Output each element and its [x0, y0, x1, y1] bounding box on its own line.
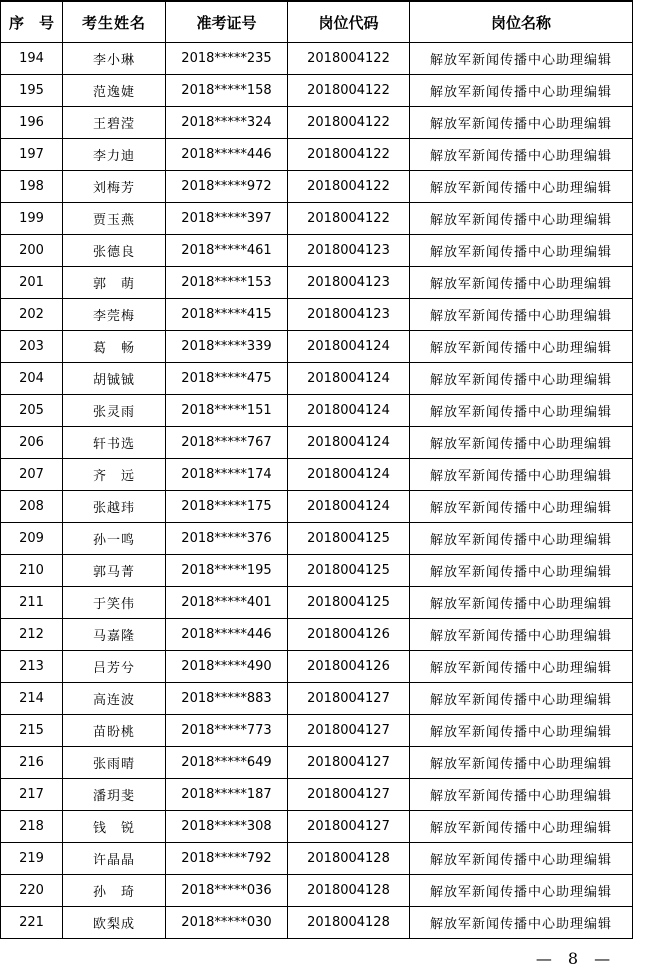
cell-ticket: 2018*****972: [166, 171, 288, 203]
cell-ticket: 2018*****187: [166, 779, 288, 811]
table-row: [1, 683, 633, 715]
table-header: [1, 1, 633, 43]
cell-ticket: 2018*****883: [166, 683, 288, 715]
cell-name: 贾玉燕: [63, 203, 166, 235]
table-row: [1, 555, 633, 587]
cell-code: 2018004126: [288, 651, 410, 683]
page-number: — 8 —: [535, 949, 611, 968]
cell-name: 轩书选: [63, 427, 166, 459]
cell-seq: 220: [1, 875, 63, 907]
cell-seq: 203: [1, 331, 63, 363]
cell-name: 郭马菁: [63, 555, 166, 587]
cell-ticket: 2018*****767: [166, 427, 288, 459]
cell-seq: 207: [1, 459, 63, 491]
cell-code: 2018004123: [288, 267, 410, 299]
cell-seq: 214: [1, 683, 63, 715]
cell-seq: 216: [1, 747, 63, 779]
cell-seq: 196: [1, 107, 63, 139]
cell-name: 李力迪: [63, 139, 166, 171]
cell-name: 孙一鸣: [63, 523, 166, 555]
table-row: [1, 747, 633, 779]
cell-name: 胡铖铖: [63, 363, 166, 395]
cell-name: 苗盼桃: [63, 715, 166, 747]
cell-code: 2018004126: [288, 619, 410, 651]
cell-name: 张越玮: [63, 491, 166, 523]
cell-post: 解放军新闻传播中心助理编辑: [410, 683, 633, 715]
cell-seq: 219: [1, 843, 63, 875]
table-row: [1, 299, 633, 331]
cell-seq: 205: [1, 395, 63, 427]
cell-post: 解放军新闻传播中心助理编辑: [410, 779, 633, 811]
cell-seq: 204: [1, 363, 63, 395]
cell-seq: 200: [1, 235, 63, 267]
cell-name: 于笑伟: [63, 587, 166, 619]
cell-name: 刘梅芳: [63, 171, 166, 203]
cell-ticket: 2018*****151: [166, 395, 288, 427]
table-row: [1, 715, 633, 747]
cell-post: 解放军新闻传播中心助理编辑: [410, 395, 633, 427]
cell-code: 2018004124: [288, 427, 410, 459]
cell-code: 2018004127: [288, 683, 410, 715]
table-row: [1, 203, 633, 235]
cell-code: 2018004128: [288, 843, 410, 875]
cell-seq: 217: [1, 779, 63, 811]
cell-name: 王碧滢: [63, 107, 166, 139]
cell-post: 解放军新闻传播中心助理编辑: [410, 331, 633, 363]
cell-ticket: 2018*****036: [166, 875, 288, 907]
cell-seq: 199: [1, 203, 63, 235]
table-row: [1, 107, 633, 139]
cell-post: 解放军新闻传播中心助理编辑: [410, 907, 633, 939]
table-row: [1, 587, 633, 619]
cell-ticket: 2018*****158: [166, 75, 288, 107]
cell-post: 解放军新闻传播中心助理编辑: [410, 523, 633, 555]
cell-post: 解放军新闻传播中心助理编辑: [410, 299, 633, 331]
cell-code: 2018004127: [288, 747, 410, 779]
cell-code: 2018004123: [288, 235, 410, 267]
cell-name: 张雨晴: [63, 747, 166, 779]
cell-post: 解放军新闻传播中心助理编辑: [410, 459, 633, 491]
cell-post: 解放军新闻传播中心助理编辑: [410, 587, 633, 619]
cell-ticket: 2018*****461: [166, 235, 288, 267]
cell-ticket: 2018*****773: [166, 715, 288, 747]
cell-name: 李小琳: [63, 43, 166, 75]
header-code: 岗位代码: [288, 1, 410, 43]
header-name: 考生姓名: [63, 1, 166, 43]
cell-code: 2018004127: [288, 779, 410, 811]
cell-name: 李莞梅: [63, 299, 166, 331]
cell-post: 解放军新闻传播中心助理编辑: [410, 235, 633, 267]
cell-code: 2018004122: [288, 171, 410, 203]
cell-code: 2018004122: [288, 139, 410, 171]
cell-ticket: 2018*****308: [166, 811, 288, 843]
cell-code: 2018004127: [288, 811, 410, 843]
cell-seq: 195: [1, 75, 63, 107]
cell-ticket: 2018*****195: [166, 555, 288, 587]
cell-post: 解放军新闻传播中心助理编辑: [410, 843, 633, 875]
header-post: 岗位名称: [410, 1, 633, 43]
cell-name: 张德良: [63, 235, 166, 267]
cell-code: 2018004128: [288, 875, 410, 907]
cell-post: 解放军新闻传播中心助理编辑: [410, 875, 633, 907]
table-row: [1, 267, 633, 299]
cell-post: 解放军新闻传播中心助理编辑: [410, 363, 633, 395]
table-row: [1, 139, 633, 171]
cell-ticket: 2018*****030: [166, 907, 288, 939]
table-row: [1, 427, 633, 459]
cell-name: 齐 远: [63, 459, 166, 491]
cell-seq: 212: [1, 619, 63, 651]
cell-ticket: 2018*****401: [166, 587, 288, 619]
table-row: [1, 331, 633, 363]
cell-post: 解放军新闻传播中心助理编辑: [410, 75, 633, 107]
table-row: [1, 651, 633, 683]
cell-code: 2018004124: [288, 395, 410, 427]
table-row: [1, 523, 633, 555]
cell-ticket: 2018*****446: [166, 139, 288, 171]
cell-ticket: 2018*****475: [166, 363, 288, 395]
cell-post: 解放军新闻传播中心助理编辑: [410, 139, 633, 171]
cell-seq: 215: [1, 715, 63, 747]
cell-post: 解放军新闻传播中心助理编辑: [410, 715, 633, 747]
cell-name: 许晶晶: [63, 843, 166, 875]
cell-ticket: 2018*****339: [166, 331, 288, 363]
cell-post: 解放军新闻传播中心助理编辑: [410, 619, 633, 651]
table-row: [1, 235, 633, 267]
header-ticket: 准考证号: [166, 1, 288, 43]
cell-code: 2018004125: [288, 523, 410, 555]
cell-name: 吕芳兮: [63, 651, 166, 683]
table-row: [1, 171, 633, 203]
cell-post: 解放军新闻传播中心助理编辑: [410, 107, 633, 139]
cell-name: 范逸婕: [63, 75, 166, 107]
cell-post: 解放军新闻传播中心助理编辑: [410, 203, 633, 235]
table-row: [1, 907, 633, 939]
table-row: [1, 491, 633, 523]
table-row: [1, 43, 633, 75]
cell-seq: 210: [1, 555, 63, 587]
cell-code: 2018004125: [288, 587, 410, 619]
table-row: [1, 843, 633, 875]
table-row: [1, 363, 633, 395]
cell-name: 张灵雨: [63, 395, 166, 427]
cell-post: 解放军新闻传播中心助理编辑: [410, 43, 633, 75]
cell-name: 孙 琦: [63, 875, 166, 907]
cell-code: 2018004123: [288, 299, 410, 331]
table-row: [1, 395, 633, 427]
cell-name: 马嘉隆: [63, 619, 166, 651]
cell-code: 2018004124: [288, 363, 410, 395]
cell-seq: 211: [1, 587, 63, 619]
cell-ticket: 2018*****235: [166, 43, 288, 75]
table-row: [1, 875, 633, 907]
cell-seq: 218: [1, 811, 63, 843]
cell-name: 郭 萌: [63, 267, 166, 299]
cell-seq: 209: [1, 523, 63, 555]
cell-ticket: 2018*****376: [166, 523, 288, 555]
cell-code: 2018004122: [288, 75, 410, 107]
cell-ticket: 2018*****174: [166, 459, 288, 491]
table-row: [1, 75, 633, 107]
table-row: [1, 459, 633, 491]
cell-seq: 198: [1, 171, 63, 203]
cell-code: 2018004122: [288, 107, 410, 139]
cell-post: 解放军新闻传播中心助理编辑: [410, 491, 633, 523]
cell-ticket: 2018*****153: [166, 267, 288, 299]
cell-seq: 197: [1, 139, 63, 171]
cell-post: 解放军新闻传播中心助理编辑: [410, 171, 633, 203]
cell-name: 潘玥斐: [63, 779, 166, 811]
table-row: [1, 619, 633, 651]
cell-ticket: 2018*****415: [166, 299, 288, 331]
cell-seq: 201: [1, 267, 63, 299]
cell-post: 解放军新闻传播中心助理编辑: [410, 267, 633, 299]
cell-ticket: 2018*****792: [166, 843, 288, 875]
cell-ticket: 2018*****649: [166, 747, 288, 779]
cell-post: 解放军新闻传播中心助理编辑: [410, 427, 633, 459]
header-seq: 序 号: [1, 1, 63, 43]
cell-ticket: 2018*****397: [166, 203, 288, 235]
cell-name: 钱 锐: [63, 811, 166, 843]
cell-code: 2018004124: [288, 331, 410, 363]
cell-ticket: 2018*****175: [166, 491, 288, 523]
cell-code: 2018004125: [288, 555, 410, 587]
cell-seq: 202: [1, 299, 63, 331]
cell-ticket: 2018*****324: [166, 107, 288, 139]
cell-post: 解放军新闻传播中心助理编辑: [410, 651, 633, 683]
cell-post: 解放军新闻传播中心助理编辑: [410, 555, 633, 587]
cell-ticket: 2018*****446: [166, 619, 288, 651]
table-row: [1, 779, 633, 811]
cell-seq: 213: [1, 651, 63, 683]
cell-code: 2018004124: [288, 491, 410, 523]
table-body: [1, 43, 633, 939]
cell-code: 2018004122: [288, 203, 410, 235]
cell-name: 欧梨成: [63, 907, 166, 939]
cell-name: 高连波: [63, 683, 166, 715]
cell-seq: 221: [1, 907, 63, 939]
cell-seq: 206: [1, 427, 63, 459]
cell-seq: 208: [1, 491, 63, 523]
cell-code: 2018004124: [288, 459, 410, 491]
cell-post: 解放军新闻传播中心助理编辑: [410, 811, 633, 843]
cell-name: 葛 畅: [63, 331, 166, 363]
cell-code: 2018004128: [288, 907, 410, 939]
cell-code: 2018004122: [288, 43, 410, 75]
cell-ticket: 2018*****490: [166, 651, 288, 683]
table-row: [1, 811, 633, 843]
cell-post: 解放军新闻传播中心助理编辑: [410, 747, 633, 779]
cell-code: 2018004127: [288, 715, 410, 747]
header-row: [1, 1, 633, 43]
cell-seq: 194: [1, 43, 63, 75]
